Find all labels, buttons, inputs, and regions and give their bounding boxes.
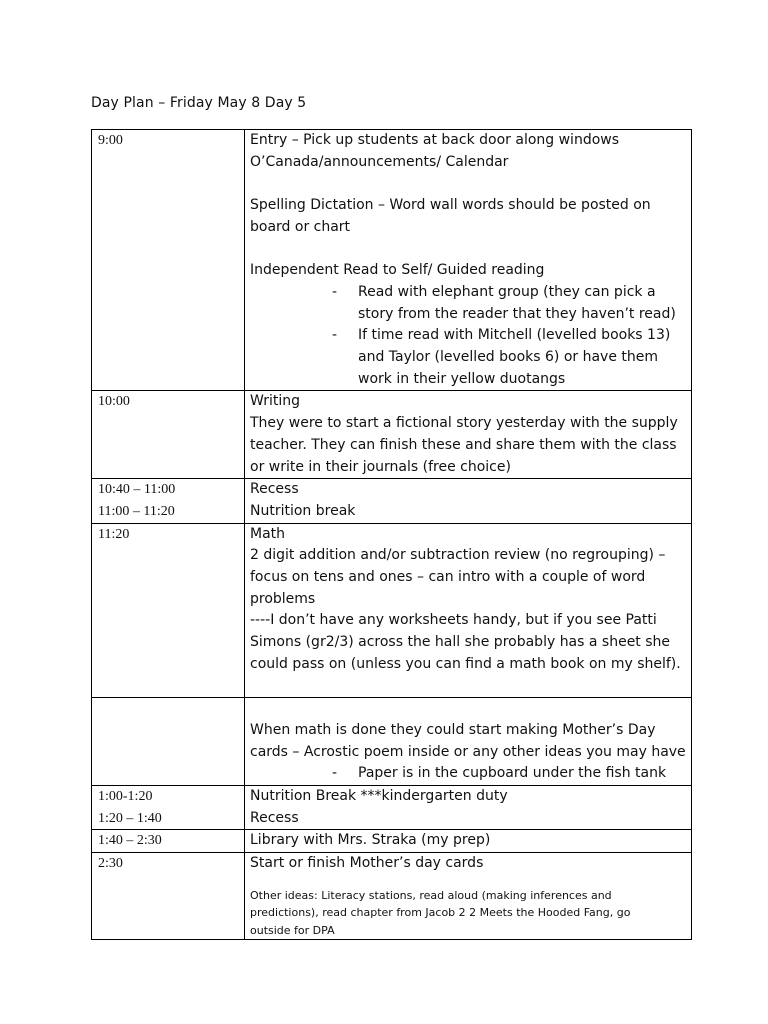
bullet-line: work in their yellow duotangs: [358, 370, 566, 387]
other-ideas-line: Other ideas: Literacy stations, read aloud (making inferences and: [250, 888, 612, 902]
bullet-line: Paper is in the cupboard under the fish tank: [358, 765, 667, 782]
bullet-line: Read with elephant group (they can pick a: [358, 283, 656, 300]
table-row: [92, 523, 692, 698]
activity-line: teacher. They can finish these and share them with the class: [250, 436, 677, 453]
activity-line: board or chart: [250, 218, 351, 235]
table-row: [92, 479, 692, 523]
time-text: 11:00 – 11:20: [98, 503, 175, 519]
activity-line: Recess: [250, 809, 299, 826]
time-cell: [92, 523, 245, 698]
activity-cell: [245, 391, 692, 479]
activity-cell: [245, 830, 692, 853]
activity-line: O’Canada/announcements/ Calendar: [250, 153, 509, 170]
activity-line: Library with Mrs. Straka (my prep): [250, 832, 491, 849]
day-plan-table: [91, 129, 692, 940]
time-text: 1:00-1:20: [98, 789, 153, 805]
page-title: Day Plan – Friday May 8 Day 5: [91, 95, 307, 111]
activity-cell: [245, 523, 692, 698]
time-cell: [92, 130, 245, 391]
activity-line: Entry – Pick up students at back door along windows: [250, 132, 620, 148]
time-cell: [92, 391, 245, 479]
activity-line: could pass on (unless you can find a math book on my shelf).: [250, 655, 681, 672]
activity-line: 2 digit addition and/or subtraction review (no regrouping) –: [250, 547, 666, 564]
other-ideas-line: outside for DPA: [250, 923, 335, 937]
activity-line: or write in their journals (free choice): [250, 458, 511, 475]
time-text: 11:20: [98, 526, 130, 542]
activity-line: problems: [250, 590, 316, 607]
activity-cell: [245, 130, 692, 391]
bullet-item: [250, 763, 687, 785]
activity-line: Writing: [250, 393, 300, 410]
table-row: [92, 786, 692, 830]
dash-bullet-icon: -: [332, 283, 338, 300]
activity-line: Recess: [250, 481, 299, 498]
time-text: 10:40 – 11:00: [98, 482, 176, 498]
activity-line: Math: [250, 525, 286, 542]
activity-line: ----I don’t have any worksheets handy, but if you see Patti: [250, 612, 657, 629]
activity-line: They were to start a fictional story yesterday with the supply: [250, 415, 678, 432]
table-row: [92, 830, 692, 853]
activity-line: Nutrition Break ***kindergarten duty: [250, 788, 508, 805]
activity-cell: [245, 786, 692, 830]
other-ideas-line: predictions), read chapter from Jacob 2 2 Meets the Hooded Fang, go: [250, 906, 631, 920]
time-text: 10:00: [98, 394, 130, 410]
bullet-line: story from the reader that they haven’t read): [358, 305, 676, 322]
time-text: 9:00: [98, 133, 123, 148]
activity-cell: [245, 698, 692, 786]
time-cell: [92, 479, 245, 523]
activity-line: When math is done they could start making Mother’s Day: [250, 721, 656, 738]
time-cell: [92, 786, 245, 830]
table-row: [92, 698, 692, 786]
time-cell: [92, 830, 245, 853]
time-text: 2:30: [98, 856, 123, 872]
activity-line: Nutrition break: [250, 502, 356, 519]
activity-line: Spelling Dictation – Word wall words should be posted on: [250, 197, 651, 214]
activity-line: focus on tens and ones – can intro with a couple of word: [250, 569, 646, 586]
time-text: 1:40 – 2:30: [98, 833, 162, 849]
table-row: [92, 130, 692, 391]
time-cell: [92, 853, 245, 940]
dash-bullet-icon: -: [332, 765, 338, 782]
activity-line: Independent Read to Self/ Guided reading: [250, 262, 545, 279]
activity-cell: [245, 853, 692, 940]
activity-line: cards – Acrostic poem inside or any other ideas you may have: [250, 743, 686, 760]
bullet-line: and Taylor (levelled books 6) or have them: [358, 349, 659, 365]
dash-bullet-icon: -: [332, 327, 338, 344]
activity-line: Start or finish Mother’s day cards: [250, 855, 484, 872]
time-text: 1:20 – 1:40: [98, 810, 162, 826]
bullet-item: [250, 325, 687, 390]
table-row: [92, 853, 692, 940]
table-row: [92, 391, 692, 479]
activity-line: Simons (gr2/3) across the hall she probably has a sheet she: [250, 634, 671, 651]
bullet-line: If time read with Mitchell (levelled books 13): [358, 327, 671, 344]
bullet-item: [250, 282, 687, 325]
time-cell: [92, 698, 245, 786]
activity-cell: [245, 479, 692, 523]
